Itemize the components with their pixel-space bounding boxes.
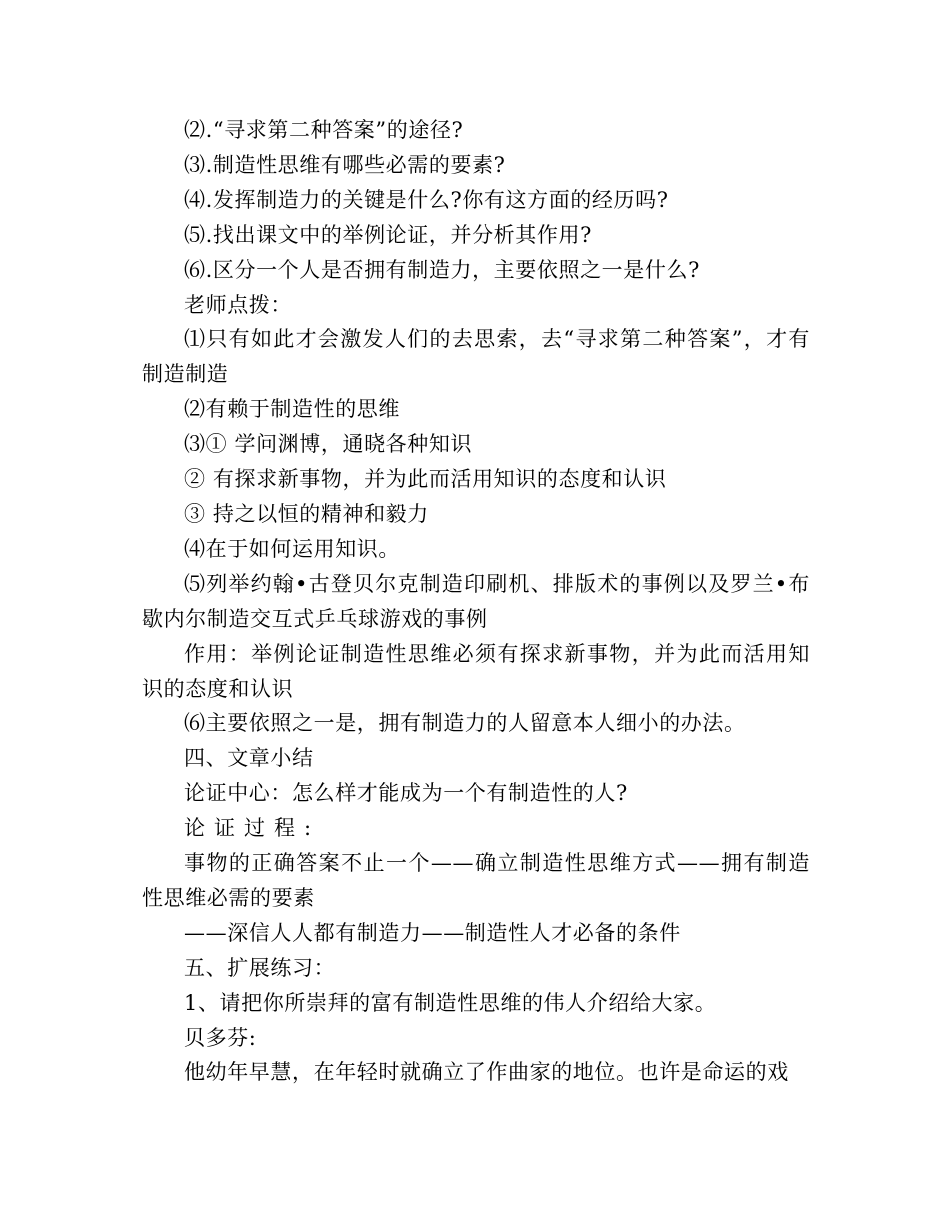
question-3: ⑶.制造性思维有哪些必需的要素? xyxy=(184,152,506,177)
argument-process-1: 事物的正确答案不止一个——确立制造性思维方式——拥有制造性思维必需的要素 xyxy=(142,851,810,910)
exercise-1: 1、请把你所崇拜的富有制造性思维的伟人介绍给大家。 xyxy=(184,990,717,1015)
question-4: ⑷.发挥制造力的关键是什么?你有这方面的经历吗? xyxy=(184,187,669,212)
question-2: ⑵.“寻求第二种答案”的途径? xyxy=(184,118,464,142)
answer-3-item-3: ③ 持之以恒的精神和毅力 xyxy=(184,501,429,526)
answer-6: ⑹主要依照之一是，拥有制造力的人留意本人细小的办法。 xyxy=(184,711,746,736)
section-4-heading: 四、文章小结 xyxy=(184,746,314,771)
beethoven-label: 贝多芬: xyxy=(184,1025,257,1050)
answer-5: ⑸列举约翰•古登贝尔克制造印刷机、排版术的事例以及罗兰•布歇内尔制造交互式乒乓球游戏的事例 xyxy=(142,571,810,631)
answer-1: ⑴只有如此才会激发人们的去思索，去“寻求第二种答案”，才有制造制造 xyxy=(142,327,810,387)
answer-4: ⑷在于如何运用知识。 xyxy=(184,536,400,561)
answer-3-item-1: ⑶① 学问渊博，通晓各种知识 xyxy=(184,432,473,457)
document-body xyxy=(142,113,810,1090)
answer-5-effect: 作用：举例论证制造性思维必须有探求新事物，并为此而活用知识的态度和认识 xyxy=(142,641,810,701)
argument-center: 论证中心：怎么样才能成为一个有制造性的人? xyxy=(184,781,628,806)
beethoven-text: 他幼年早慧，在年轻时就确立了作曲家的地位。也许是命运的戏 xyxy=(184,1060,789,1085)
question-6: ⑹.区分一个人是否拥有制造力，主要依照之一是什么? xyxy=(184,257,700,282)
answer-3-item-2: ② 有探求新事物，并为此而活用知识的态度和认识 xyxy=(184,467,667,492)
question-5: ⑸.找出课文中的举例论证，并分析其作用? xyxy=(184,222,592,247)
argument-process-label: 论证过程: xyxy=(184,816,321,841)
section-5-heading: 五、扩展练习： xyxy=(184,955,336,980)
argument-process-2: ——深信人人都有制造力——制造性人才必备的条件 xyxy=(184,920,681,945)
answer-2: ⑵有赖于制造性的思维 xyxy=(184,397,400,422)
teacher-guidance-heading: 老师点拨： xyxy=(184,292,292,317)
